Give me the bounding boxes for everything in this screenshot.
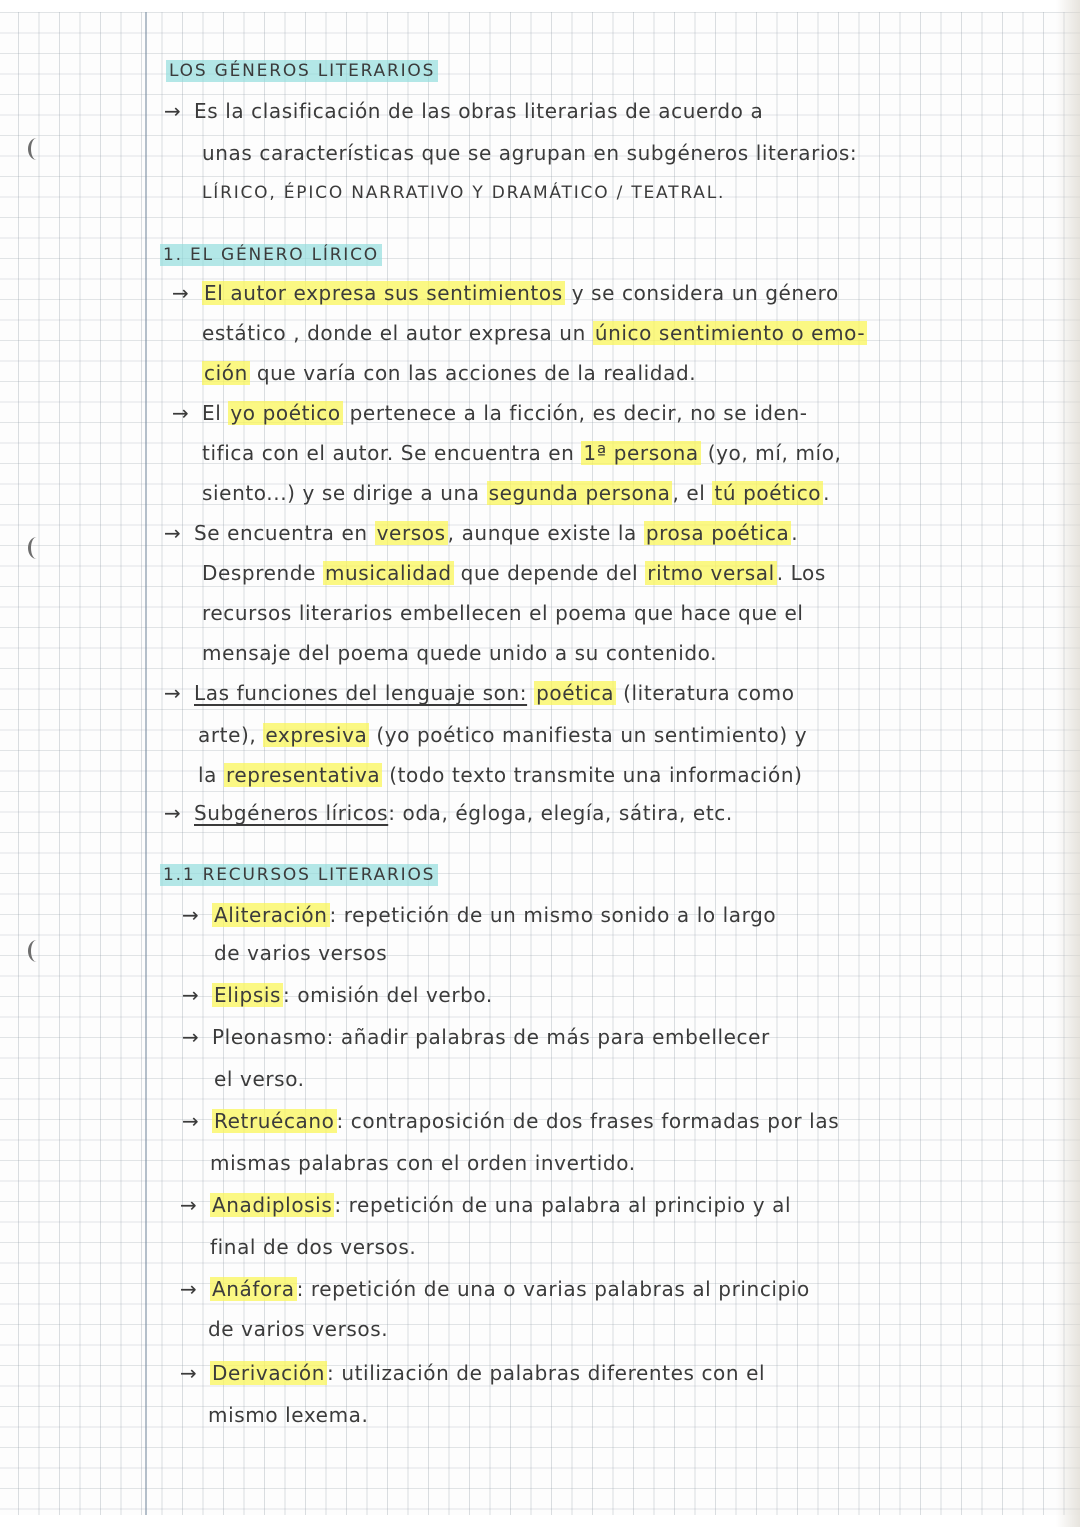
arrow-icon: → (180, 1361, 198, 1385)
bullet-line: recursos literarios embellecen el poema que hace que el (202, 601, 804, 625)
list-item: → Elipsis : omisión del verbo. (182, 983, 493, 1007)
arrow-icon: → (164, 99, 182, 123)
arrow-icon: → (164, 681, 182, 705)
page-fold-shadow (1056, 0, 1080, 1527)
bullet-line: arte), expresiva (yo poético manifiesta un sentimiento) y (198, 723, 808, 747)
page-title: LOS GÉNEROS LITERARIOS (166, 61, 438, 81)
arrow-icon: → (180, 1277, 198, 1301)
bullet-line: tifica con el autor. Se encuentra en 1ª persona (yo, mí, mío, (202, 441, 842, 465)
bullet-line: → Se encuentra en versos , aunque existe la prosa poética . (164, 521, 799, 545)
bullet-line: → El yo poético pertenece a la ficción, es decir, no se iden- (172, 401, 808, 425)
list-item: mismo lexema. (208, 1403, 369, 1427)
bullet-line: ción que varía con las acciones de la realidad. (204, 361, 697, 385)
arrow-icon: → (180, 1193, 198, 1217)
list-item: de varios versos. (208, 1317, 389, 1341)
bullet-line: → Subgéneros líricos: oda, égloga, elegía, sátira, etc. (164, 801, 733, 825)
intro-line: unas características que se agrupan en subgéneros literarios: (202, 141, 858, 165)
binder-hole-mark (28, 940, 45, 962)
margin-line (145, 12, 147, 1515)
arrow-icon: → (164, 801, 182, 825)
intro-line: → Es la clasificación de las obras literarias de acuerdo a (164, 99, 764, 123)
bullet-line: estático , donde el autor expresa un único sentimiento o emo- (202, 321, 866, 345)
list-item: el verso. (214, 1067, 305, 1091)
bullet-line: siento...) y se dirige a una segunda persona , el tú poético . (202, 481, 831, 505)
list-item: → Derivación : utilización de palabras diferentes con el (180, 1361, 766, 1385)
list-item: → Retruécano : contraposición de dos frases formadas por las (182, 1109, 840, 1133)
section-heading-recursos: 1.1 RECURSOS LITERARIOS (160, 865, 438, 885)
arrow-icon: → (182, 1109, 200, 1133)
page-bottom-edge (0, 1515, 1080, 1527)
arrow-icon: → (172, 401, 190, 425)
bullet-line: → El autor expresa sus sentimientos y se considera un género (172, 281, 839, 305)
list-item: final de dos versos. (210, 1235, 417, 1259)
page-top-edge (0, 0, 1080, 12)
binder-hole-mark (28, 138, 45, 160)
arrow-icon: → (182, 1025, 200, 1049)
arrow-icon: → (182, 903, 200, 927)
list-item: → Anáfora : repetición de una o varias palabras al principio (180, 1277, 810, 1301)
bullet-line: Desprende musicalidad que depende del ritmo versal . Los (202, 561, 826, 585)
binder-hole-mark (28, 537, 45, 559)
list-item: → Anadiplosis : repetición de una palabra al principio y al (180, 1193, 792, 1217)
bullet-line: la representativa (todo texto transmite una información) (198, 763, 803, 787)
arrow-icon: → (164, 521, 182, 545)
list-item: de varios versos (214, 941, 388, 965)
arrow-icon: → (172, 281, 190, 305)
arrow-icon: → (182, 983, 200, 1007)
section-heading-lirico: 1. EL GÉNERO LÍRICO (160, 245, 382, 265)
bullet-line: → Las funciones del lenguaje son: poética (literatura como (164, 681, 795, 705)
list-item: → Aliteración : repetición de un mismo sonido a lo largo (182, 903, 777, 927)
list-item: → Pleonasmo: añadir palabras de más para embellecer (182, 1025, 770, 1049)
intro-line: LÍRICO, ÉPICO NARRATIVO Y DRAMÁTICO / TEATRAL. (202, 183, 726, 203)
list-item: mismas palabras con el orden invertido. (210, 1151, 636, 1175)
bullet-line: mensaje del poema quede unido a su contenido. (202, 641, 718, 665)
